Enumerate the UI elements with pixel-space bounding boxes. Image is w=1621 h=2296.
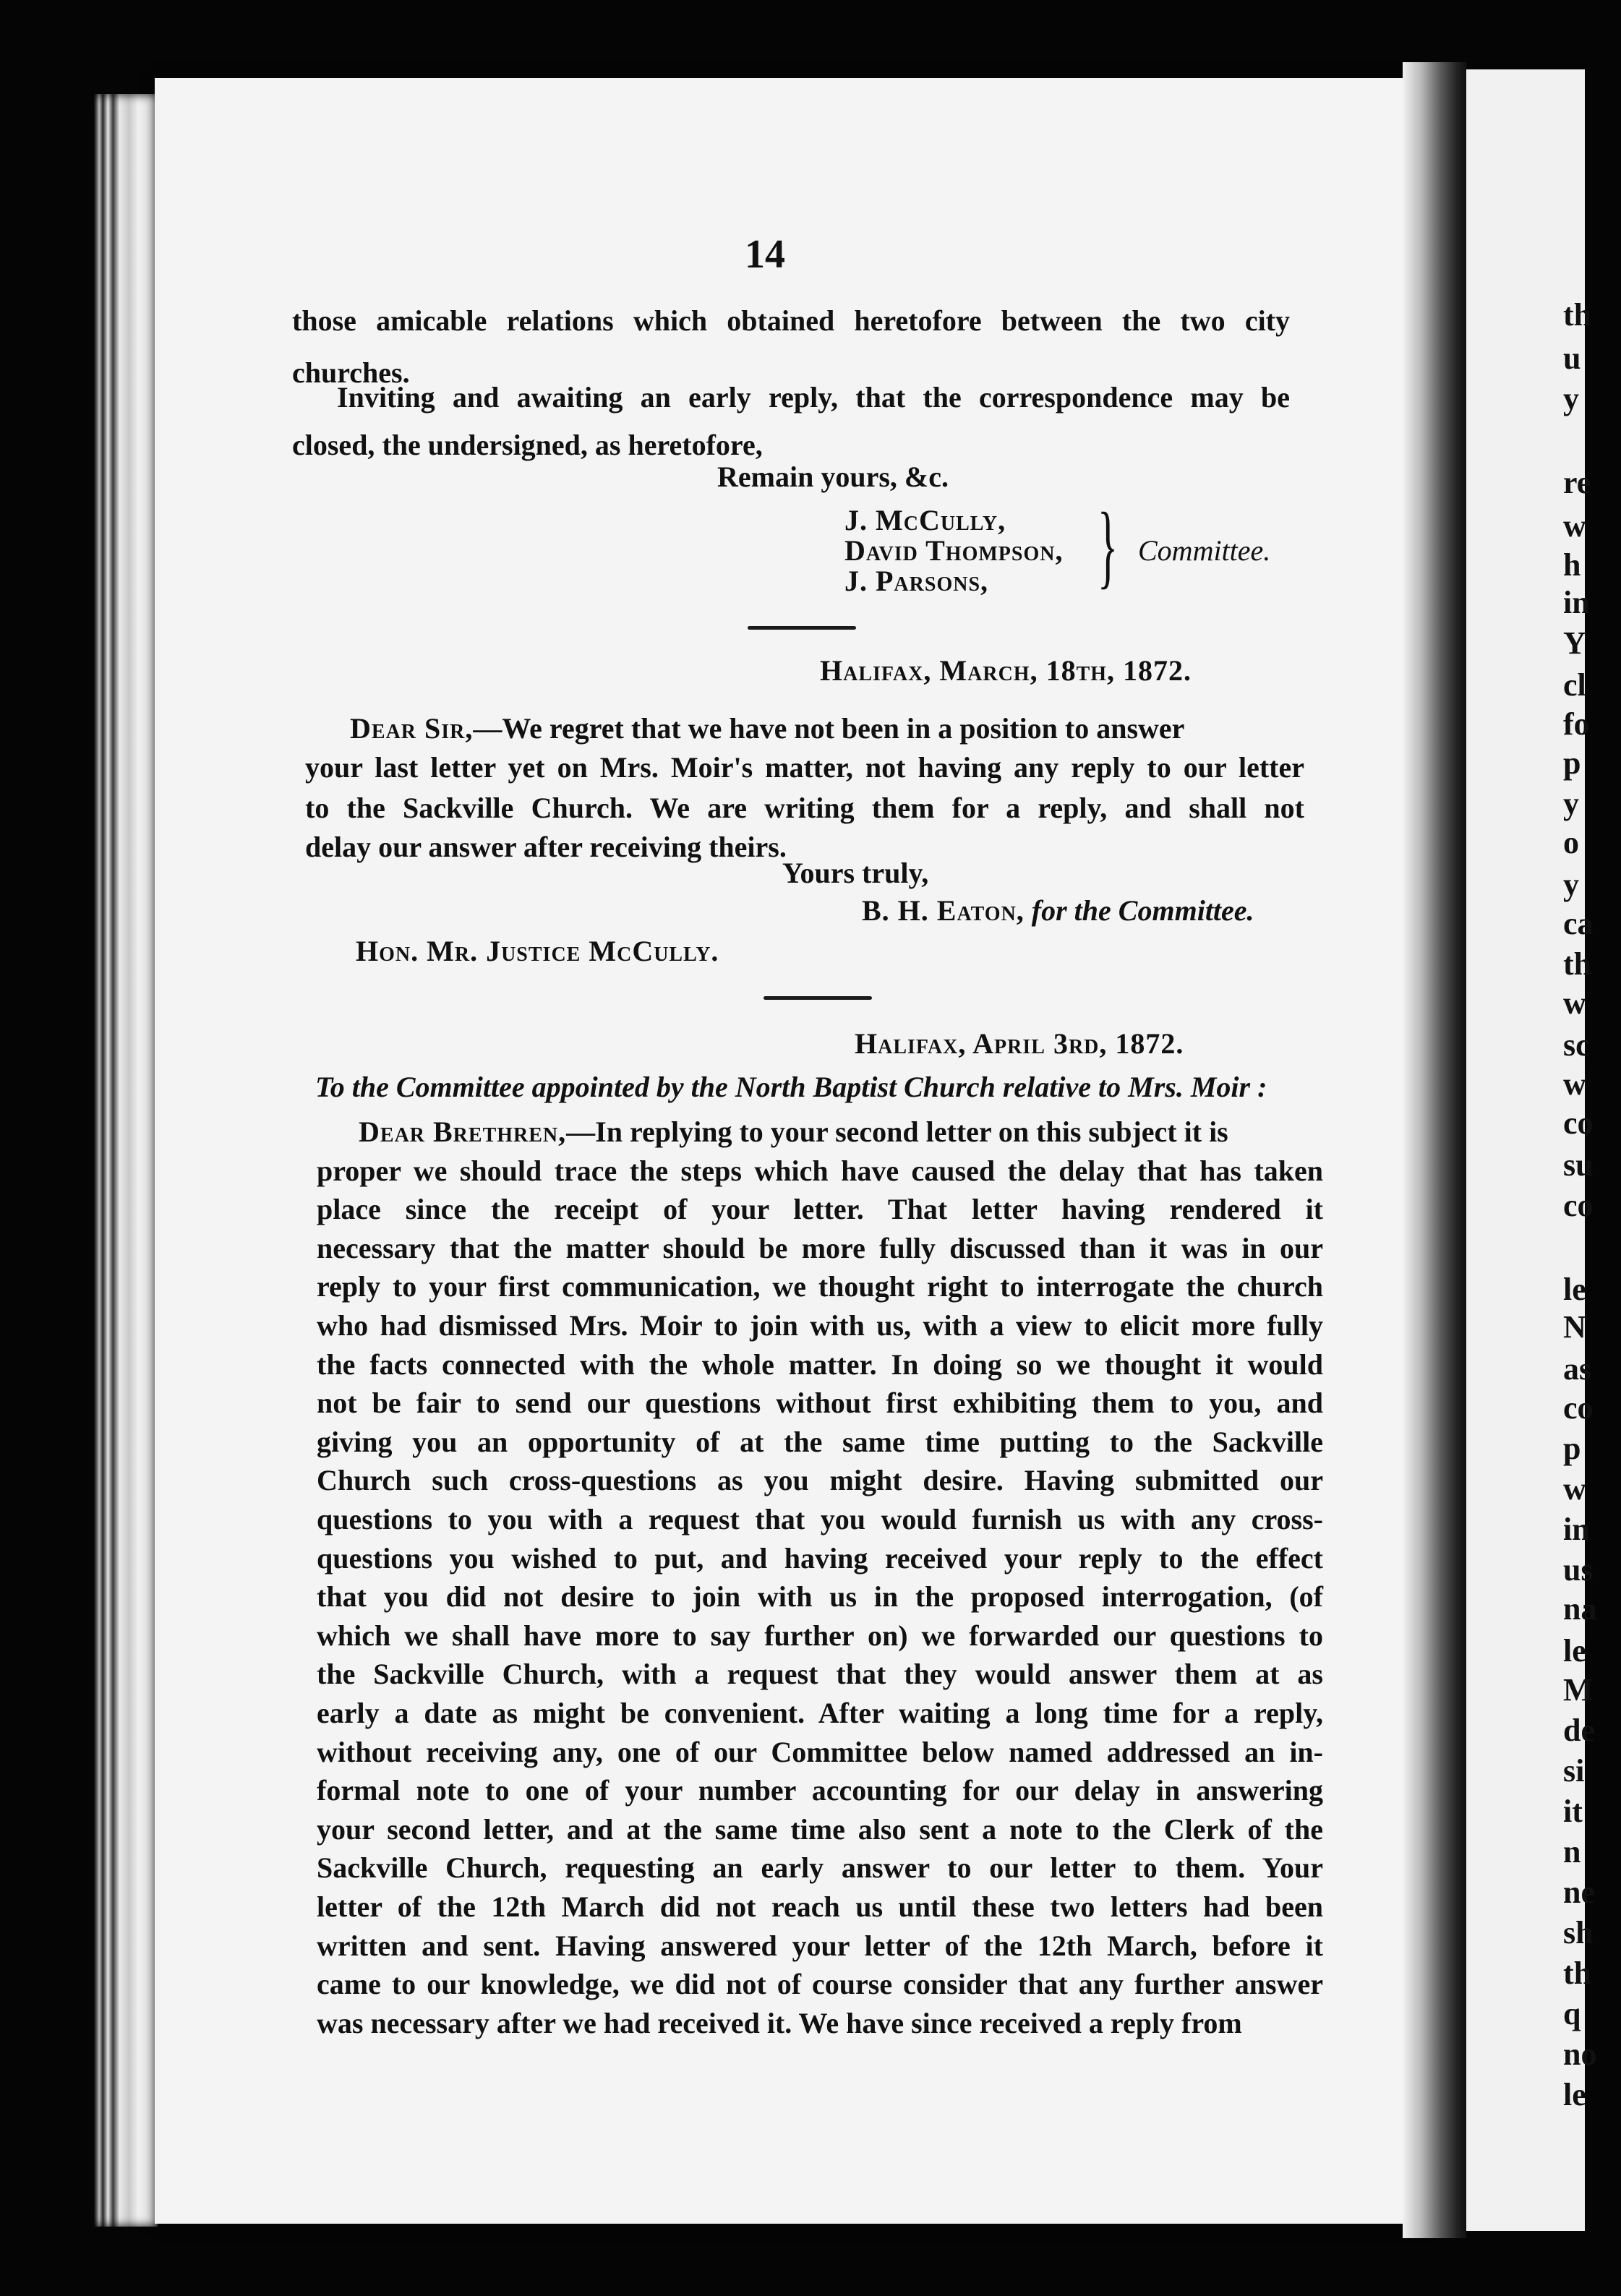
facing-page-fragment: th — [1563, 297, 1592, 333]
text-line: giving you an opportunity of at the same time putting to the Sackville — [317, 1425, 1323, 1458]
signer-name: J. Parsons, — [844, 565, 989, 597]
signer-line — [862, 896, 1254, 925]
facing-page-fragment: si — [1563, 1753, 1585, 1789]
text-line: delay our answer after receiving theirs. — [305, 831, 787, 863]
facing-page-fragment: sh — [1563, 1915, 1594, 1950]
text-line: who had dismissed Mrs. Moir to join with us, with a view to elicit more fully — [317, 1309, 1323, 1342]
text-line: the Sackville Church, with a request that they would answer them at as — [317, 1658, 1323, 1691]
book-gutter — [1403, 62, 1466, 2238]
facing-page-fragment: su — [1563, 1147, 1594, 1183]
text-line: Inviting and awaiting an early reply, that the correspondence may be — [337, 381, 1290, 414]
salutation: Dear Brethren, — [359, 1115, 567, 1148]
text-line: was necessary after we had received it. We have since received a reply from — [317, 2006, 1242, 2039]
facing-page-fragment: le — [1563, 1633, 1586, 1669]
letter-heading: To the Committee appointed by the North Baptist Church relative to Mrs. Moir : — [315, 1071, 1267, 1103]
facing-page-fragment: n — [1563, 1834, 1581, 1869]
text-line: necessary that the matter should be more fully discussed than it was in our — [317, 1231, 1323, 1264]
facing-page-fragment: ne — [1563, 1875, 1595, 1910]
facing-page-fragment: in — [1563, 585, 1590, 620]
facing-page-fragment: re — [1563, 465, 1591, 500]
letter-first-line — [350, 714, 1304, 743]
facing-page-fragment: h — [1563, 547, 1581, 583]
facing-page-fragment: sc — [1563, 1027, 1590, 1063]
facing-page-fragment: Y — [1563, 625, 1586, 661]
page-number: 14 — [745, 232, 785, 277]
text-line: which we shall have more to say further on) we forwarded our questions to — [317, 1619, 1323, 1652]
facing-page-fragment: p — [1563, 1431, 1581, 1466]
salutation: Dear Sir, — [350, 712, 474, 745]
facing-page-fragment: na — [1563, 1591, 1597, 1627]
facing-page-fragment: fo — [1563, 706, 1590, 742]
facing-page-fragment: y — [1563, 381, 1579, 416]
text-line: early a date as might be convenient. After waiting a long time for a reply, — [317, 1697, 1323, 1729]
facing-page-fragment: in — [1563, 1512, 1590, 1547]
dateline: Halifax, April 3rd, 1872. — [855, 1027, 1184, 1060]
text-line: without receiving any, one of our Committee below named addressed an in- — [317, 1735, 1323, 1768]
brace-glyph: } — [1098, 494, 1119, 598]
text-line: your second letter, and at the same time also sent a note to the Clerk of the — [317, 1812, 1323, 1846]
text-line: questions to you with a request that you would furnish us with any cross- — [317, 1503, 1323, 1535]
facing-page-fragment: w — [1563, 508, 1586, 544]
text-line: proper we should trace the steps which have caused the delay that has taken — [317, 1154, 1323, 1187]
text-line: —We regret that we have not been in a position to answer — [473, 712, 1185, 745]
text-line: place since the receipt of your letter. That letter having rendered it — [317, 1193, 1323, 1226]
text-line: letter of the 12th March did not reach us until these two letters had been — [317, 1890, 1323, 1923]
facing-page-fragment: u — [1563, 340, 1581, 376]
text-line: those amicable relations which obtained heretofore between the two city — [292, 304, 1290, 337]
facing-page-fragment: th — [1563, 1956, 1592, 1991]
text-line: Sackville Church, requesting an early answer to our letter to them. Your — [317, 1851, 1323, 1885]
facing-page-fragment: co — [1563, 1105, 1594, 1141]
facing-page-fragment: no — [1563, 2036, 1597, 2072]
letter-first-line — [359, 1115, 1320, 1148]
closing: Remain yours, &c. — [717, 461, 949, 493]
facing-page-fragment: as — [1563, 1351, 1592, 1387]
text-line: reply to your first communication, we thought right to interrogate the church — [317, 1270, 1323, 1303]
addressee: Hon. Mr. Justice McCully. — [356, 935, 719, 967]
text-line: churches. — [292, 356, 410, 389]
text-line: your last letter yet on Mrs. Moir's matter, not having any reply to our letter — [305, 751, 1304, 784]
facing-page-fragment: M — [1563, 1672, 1594, 1708]
text-line: the facts connected with the whole matter. In doing so we thought it would — [317, 1348, 1323, 1381]
facing-page-fragment: w — [1563, 985, 1586, 1021]
text-line: questions you wished to put, and having received your reply to the effect — [317, 1541, 1323, 1575]
text-line: —In replying to your second letter on this subject it is — [566, 1115, 1228, 1148]
signer-name: David Thompson, — [844, 534, 1064, 567]
closing: Yours truly, — [782, 857, 929, 889]
facing-page-fragment: th — [1563, 946, 1592, 982]
text-line: closed, the undersigned, as heretofore, — [292, 429, 763, 461]
facing-page — [1466, 69, 1597, 2231]
facing-page-fragment: o — [1563, 825, 1579, 860]
facing-page-fragment: le — [1563, 1272, 1586, 1307]
text-line: that you did not desire to join with us in the proposed interrogation, (of — [317, 1580, 1323, 1614]
text-line: came to our knowledge, we did not of course consider that any further answer — [317, 1968, 1323, 2001]
text-line: to the Sackville Church. We are writing them for a reply, and shall not — [305, 792, 1304, 824]
facing-page-fragment: N — [1563, 1309, 1586, 1345]
facing-page-fragment: us — [1563, 1552, 1594, 1588]
facing-page-fragment: le — [1563, 2077, 1586, 2112]
facing-page-fragment: p — [1563, 745, 1581, 781]
facing-page-fragment: ca — [1563, 906, 1594, 941]
facing-page-fragment: co — [1563, 1188, 1594, 1223]
facing-page-fragment: w — [1563, 1471, 1586, 1507]
text-line: not be fair to send our questions without first exhibiting them to you, and — [317, 1387, 1323, 1420]
facing-page-fragment: it — [1563, 1794, 1583, 1829]
facing-page-fragment: cl — [1563, 667, 1586, 703]
facing-page-fragment: co — [1563, 1390, 1594, 1426]
committee-label: Committee. — [1138, 534, 1271, 567]
page-edge-stack — [94, 94, 158, 2227]
section-divider — [764, 996, 872, 1000]
section-divider — [748, 626, 856, 630]
text-line: formal note to one of your number accounting for our delay in answering — [317, 1774, 1323, 1807]
signer-name: B. H. Eaton, — [862, 894, 1025, 927]
facing-page-fragment: y — [1563, 867, 1579, 902]
facing-page-fragment: de — [1563, 1713, 1595, 1748]
facing-page-fragment: w — [1563, 1066, 1586, 1102]
signer-role: for the Committee. — [1031, 894, 1254, 927]
text-line: Church such cross-questions as you might desire. Having submitted our — [317, 1464, 1323, 1497]
facing-page-fragment: y — [1563, 786, 1579, 821]
signer-name: J. McCully, — [844, 504, 1006, 536]
facing-page-fragment: q — [1563, 1996, 1581, 2031]
dateline: Halifax, March, 18th, 1872. — [820, 654, 1192, 687]
text-line: written and sent. Having answered your letter of the 12th March, before it — [317, 1929, 1323, 1962]
